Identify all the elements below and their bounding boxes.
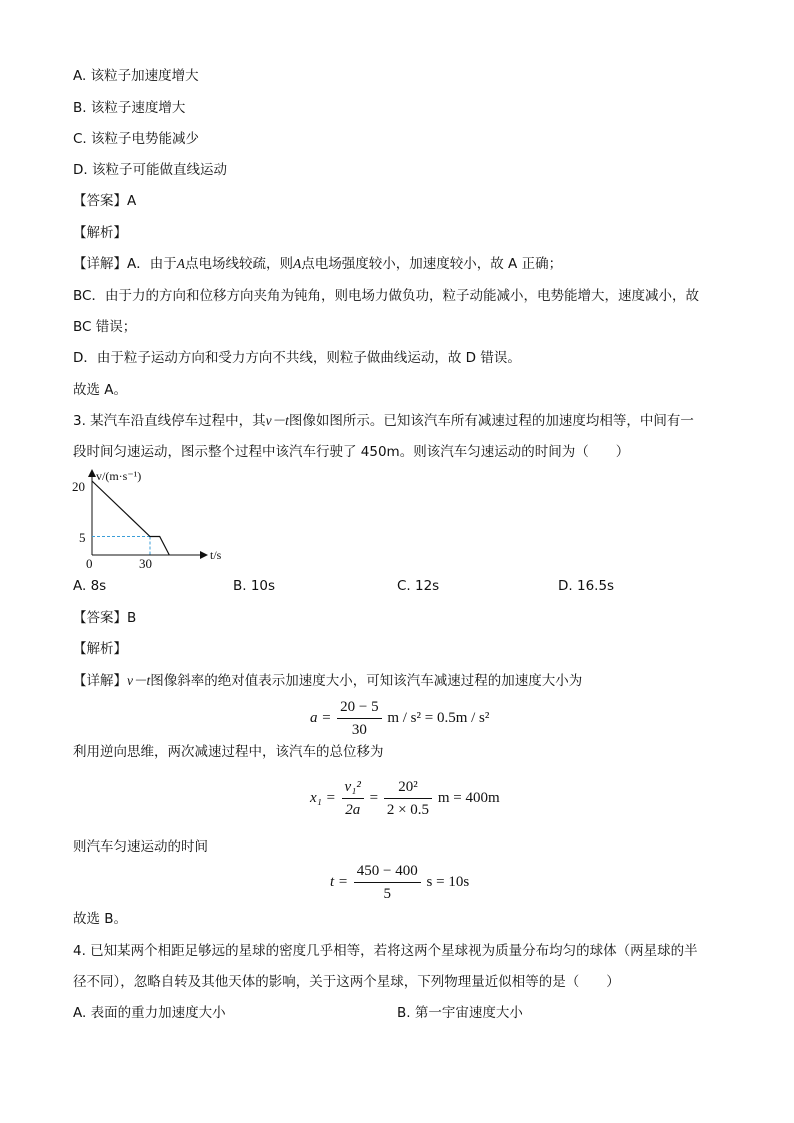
q3-stem-line2: 段时间匀速运动，图示整个过程中该汽车行驶了 450m。则该汽车匀速运动的时间为（ ） <box>73 444 630 460</box>
tick-label-y-20: 20 <box>72 479 85 494</box>
eq1-rhs: m / s² = 0.5m / s² <box>387 709 490 726</box>
q3-stem-line1 <box>73 412 694 430</box>
q2-answer: 【答案】A <box>73 193 137 209</box>
tick-label-x-30: 30 <box>139 556 152 571</box>
eq3-fraction <box>354 862 421 903</box>
eq2-rhs: m = 400m <box>437 789 500 806</box>
x-axis-label: t/s <box>210 548 222 562</box>
eq3-denominator: 5 <box>383 886 392 902</box>
q3-option-b: B. 10s <box>233 578 276 594</box>
eq2-numerator-1: v₁² <box>342 778 364 799</box>
tick-label-origin: 0 <box>86 556 93 571</box>
q4-option-b: B. 第一宇宙速度大小 <box>397 1005 523 1021</box>
eq2-denominator-2: 2 × 0.5 <box>386 802 430 818</box>
eq1-lhs: a = <box>310 709 332 726</box>
eq1-denominator: 30 <box>351 722 367 738</box>
eq2-denominator-1: 2a <box>345 802 361 818</box>
eq3-numerator: 450 − 400 <box>354 862 421 883</box>
q4-option-a: A. 表面的重力加速度大小 <box>73 1005 226 1021</box>
q3-conclusion: 故选 B。 <box>73 911 128 927</box>
q2-option-c: C. 该粒子电势能减少 <box>73 131 200 147</box>
q2-detail-a <box>73 255 562 273</box>
vt-graph <box>70 465 240 575</box>
q2-analysis-label: 【解析】 <box>73 225 127 241</box>
q2-detail-prefix: 【详解】A．由于 <box>73 256 177 272</box>
q3-stem-prefix: 3. 某汽车沿直线停车过程中，其 <box>73 413 266 429</box>
vt-symbol: v－t <box>265 413 289 428</box>
q3-analysis-label: 【解析】 <box>73 641 127 657</box>
equation-displacement <box>310 778 500 819</box>
q3-detail <box>73 672 582 690</box>
q2-detail-bc-line1: BC．由于力的方向和位移方向夹角为钝角，则电场力做负功，粒子动能减小，电势能增大，速度减小，故 <box>73 288 699 304</box>
q3-detail-prefix: 【详解】 <box>73 673 127 689</box>
q2-conclusion: 故选 A。 <box>73 382 128 398</box>
q2-option-b: B. 该粒子速度增大 <box>73 100 186 116</box>
q3-option-c: C. 12s <box>397 578 440 594</box>
q4-stem-line2: 径不同），忽略自转及其他天体的影响，关于这两个星球，下列物理量近似相等的是（ ） <box>73 974 620 990</box>
eq1-numerator: 20 − 5 <box>337 698 381 719</box>
q2-option-d: D. 该粒子可能做直线运动 <box>73 162 227 178</box>
q2-detail-bc-line2: BC 错误； <box>73 319 137 335</box>
q3-time-line: 则汽车匀速运动的时间 <box>73 839 208 855</box>
q3-detail-suffix: 图像斜率的绝对值表示加速度大小，可知该汽车减速过程的加速度大小为 <box>150 673 583 689</box>
vt-symbol: v－t <box>127 673 151 688</box>
eq2-numerator-2: 20² <box>384 778 432 799</box>
velocity-series-line <box>92 481 169 555</box>
eq2-fraction-2 <box>384 778 432 819</box>
q2-detail-mid: 点电场线较疏，则 <box>185 256 293 272</box>
q3-answer: 【答案】B <box>73 610 137 626</box>
equation-time <box>330 862 469 903</box>
point-a-symbol: A <box>176 256 185 271</box>
eq1-fraction <box>337 698 381 739</box>
equation-acceleration <box>310 698 489 739</box>
q2-detail-rest: 点电场强度较小，加速度较小，故 A 正确； <box>301 256 563 272</box>
q4-stem-line1: 4. 已知某两个相距足够远的星球的密度几乎相等，若将这两个星球视为质量分布均匀的球体（两星球的半 <box>73 943 698 959</box>
tick-label-y-5: 5 <box>79 530 86 545</box>
eq2-equals: = <box>369 789 379 806</box>
eq3-lhs: t = <box>330 873 349 890</box>
y-axis-label: v/(m·s⁻¹) <box>96 469 142 483</box>
q3-option-a: A. 8s <box>73 578 107 594</box>
q2-detail-d: D．由于粒子运动方向和受力方向不共线，则粒子做曲线运动，故 D 错误。 <box>73 350 521 366</box>
eq3-rhs: s = 10s <box>426 873 470 890</box>
q3-option-d: D. 16.5s <box>558 578 615 594</box>
q2-option-a: A. 该粒子加速度增大 <box>73 68 199 84</box>
q3-reverse-thinking: 利用逆向思维，两次减速过程中，该汽车的总位移为 <box>73 744 384 760</box>
eq2-lhs: x₁ = <box>310 789 336 806</box>
eq2-fraction-1 <box>342 778 364 819</box>
point-a-symbol: A <box>293 256 302 271</box>
q3-stem-suffix: 图像如图所示。已知该汽车所有减速过程的加速度均相等，中间有一 <box>288 413 694 429</box>
